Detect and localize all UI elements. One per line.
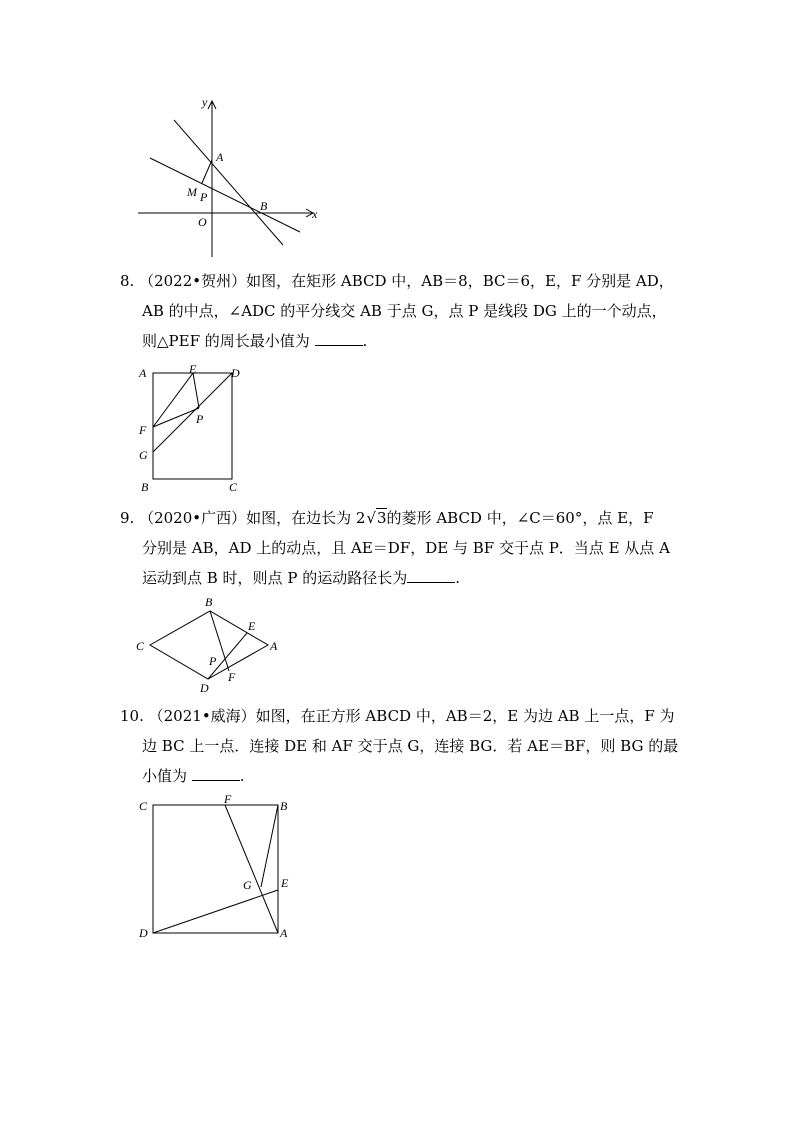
label-d: D xyxy=(139,926,148,940)
segment-gd xyxy=(153,373,232,452)
problem-10-line-2: 边 BC 上一点．连接 DE 和 AF 交于点 G，连接 BG．若 AE＝BF，则 BG 的最 xyxy=(142,737,679,755)
problem-8-text-1: （2022•贺州）如图，在矩形 ABCD 中，AB＝8，BC＝6，E，F 分别是 AD， xyxy=(139,272,674,290)
problem-10-number: 10. xyxy=(120,707,144,725)
label-f: F xyxy=(139,423,147,437)
label-b: B xyxy=(141,480,149,494)
label-d: D xyxy=(231,366,240,380)
label-e: E xyxy=(189,362,197,376)
label-d: D xyxy=(200,681,209,695)
figure-8-lines xyxy=(153,373,232,479)
label-p: P xyxy=(209,654,217,668)
figure-10-lines xyxy=(153,805,278,933)
figure-10-square-diagram xyxy=(135,792,305,944)
figure-7-coordinate-diagram xyxy=(130,92,330,262)
label-g: G xyxy=(139,448,148,462)
problem-10-line-3 xyxy=(120,761,680,791)
label-c: C xyxy=(229,480,238,494)
problem-9-line-2: 分别是 AB，AD 上的动点，且 AE＝DF，DE 与 BF 交于点 P．当点 E 从点 A xyxy=(142,539,670,557)
label-p: P xyxy=(196,412,204,426)
problem-10-text-1: （2021•威海）如图，在正方形 ABCD 中，AB＝2，E 为边 AB 上一点，F 为 xyxy=(148,707,675,725)
label-x: x xyxy=(312,207,318,221)
label-c: C xyxy=(136,639,145,653)
problem-10-text-3: 小值为 xyxy=(142,767,188,785)
problem-10 xyxy=(120,701,680,791)
segment-de xyxy=(153,890,278,933)
label-b: B xyxy=(205,595,213,609)
problem-10-end: . xyxy=(239,767,245,785)
answer-blank-8[interactable] xyxy=(315,331,363,346)
label-a: A xyxy=(280,926,288,940)
label-b: B xyxy=(260,199,268,213)
label-e: E xyxy=(281,876,289,890)
figure-9-rhombus-diagram xyxy=(135,595,295,700)
problem-9 xyxy=(120,503,680,593)
answer-blank-10[interactable] xyxy=(192,766,240,781)
sqrt-symbol: √ xyxy=(366,509,376,527)
problem-9-number: 9. xyxy=(120,509,135,527)
label-y: y xyxy=(202,95,208,109)
problem-8-line-3 xyxy=(120,326,680,356)
label-o: O xyxy=(198,215,207,229)
problem-8-number: 8. xyxy=(120,272,135,290)
problem-8-line-1 xyxy=(120,266,680,296)
label-a: A xyxy=(139,366,147,380)
label-f: F xyxy=(224,792,232,806)
line-mb xyxy=(150,158,300,232)
problem-8 xyxy=(120,266,680,356)
label-b: B xyxy=(280,799,288,813)
problem-9-line-3 xyxy=(120,563,680,593)
answer-blank-9[interactable] xyxy=(407,568,455,583)
problem-8-line-2: AB 的中点，∠ADC 的平分线交 AB 于点 G，点 P 是线段 DG 上的一个动点， xyxy=(142,302,667,320)
figure-8-rectangle-diagram xyxy=(135,362,255,497)
line-ab xyxy=(174,120,283,245)
segment-af xyxy=(225,805,278,933)
problem-9-text-3: 运动到点 B 时，则点 P 的运动路径长为 xyxy=(142,569,408,587)
segment-am xyxy=(202,160,212,183)
label-a: A xyxy=(216,150,224,164)
problem-9-text-1a: （2020•广西）如图，在边长为 2 xyxy=(139,509,366,527)
problem-9-end: . xyxy=(455,569,460,587)
label-p: P xyxy=(200,190,208,204)
label-e: E xyxy=(248,619,256,633)
label-g: G xyxy=(243,878,252,892)
problem-9-line-1 xyxy=(120,503,680,533)
label-f: F xyxy=(228,670,236,684)
problem-10-line-1 xyxy=(120,701,680,731)
sqrt-value: 3 xyxy=(377,509,387,527)
label-m: M xyxy=(187,185,197,199)
problem-9-text-1b: 的菱形 ABCD 中，∠C＝60°，点 E，F xyxy=(386,509,654,527)
label-a: A xyxy=(270,639,278,653)
figure-7-lines xyxy=(138,101,313,257)
rectangle-abcd xyxy=(153,373,232,479)
problem-8-text-3: 则△PEF 的周长最小值为 xyxy=(142,332,310,350)
segment-ep xyxy=(193,373,199,408)
segment-bg xyxy=(261,805,278,887)
problem-8-end: . xyxy=(362,332,368,350)
label-c: C xyxy=(139,799,148,813)
square-abcd xyxy=(153,805,278,933)
